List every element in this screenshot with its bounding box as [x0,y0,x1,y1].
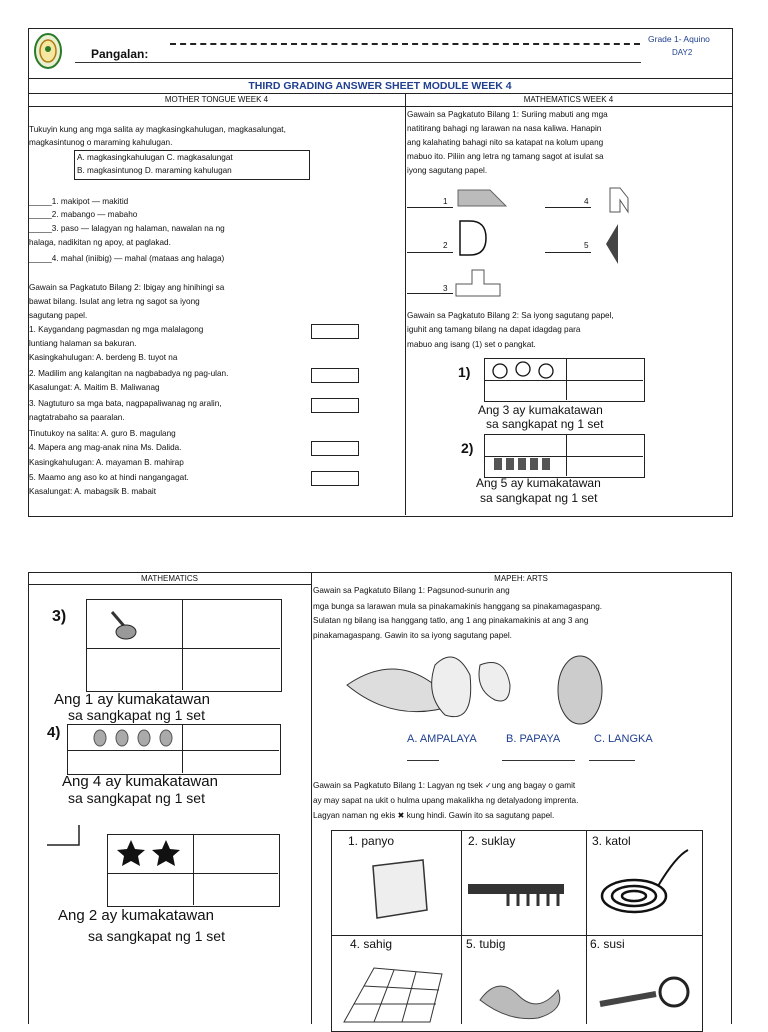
half-shape-d-icon [458,219,488,257]
arts-g2-1: Gawain sa Pagkatuto Bilang 1: Lagyan ng tsek ✓ung ang bagay o gamit [313,781,576,790]
bottom-top-border [28,572,732,573]
num-2: 2 [443,241,448,250]
half-shape-arrow-icon [458,188,508,208]
mt-q2-a: 2. Madilim ang kalangitan na nagbabadya ng pag-ulan. [29,369,229,378]
mt-g2-3: sagutang papel. [29,311,88,320]
object-2-label: 2. suklay [468,834,516,848]
grade-label: Grade 1- Aquino [648,34,710,44]
smiley-faces-icon [488,361,562,379]
name-label: Pangalan: [91,47,149,61]
arts-g1-2: mga bunga sa larawan mula sa pinakamakinis hanggang sa pinakamagaspang. [313,602,603,611]
set4-label: 4) [47,724,61,741]
num-4: 4 [584,197,589,206]
answer-box-5[interactable] [311,471,359,486]
mt-g2-2: bawat bilang. Isulat ang letra ng sagot sa iyong [29,297,200,306]
mt-g2-1: Gawain sa Pagkatuto Bilang 2: Ibigay ang hinihingi sa [29,283,225,292]
fruits-picture [345,645,635,731]
half-shape-step-icon [454,268,502,298]
fruit-b: B. PAPAYA [506,733,561,745]
set4-line1: Ang 4 ay kumakatawan [62,773,218,790]
water-splash-icon [478,970,568,1020]
math-g1-4: mabuo ito. Piliin ang letra ng tamang sagot at isulat sa [407,152,604,161]
fruit-b-blank[interactable] [502,760,575,761]
mt-q1-b: luntiang halaman sa bakuran. [29,339,137,348]
arts-g1-3: Sulatan ng bilang isa hanggang tatlo, ang 1 ang pinakamakinis at ang 3 ang [313,616,589,625]
divider-header [28,78,732,79]
pears-icon [88,727,178,747]
mt-q1-c: Kasingkahulugan: A. berdeng B. tuyot na [29,353,178,362]
object-6-label: 6. susi [590,937,625,951]
key-icon [596,964,696,1024]
set1-vline [566,358,567,400]
answer-box-4[interactable] [311,441,359,456]
bottom-right-border [731,572,732,1024]
mt-q5-a: 5. Maamo ang aso ko at hindi nangangagat. [29,473,189,482]
answer-box-2[interactable] [311,368,359,383]
num-5: 5 [584,241,589,250]
math-heading: MATHEMATICS WEEK 4 [523,95,614,104]
half-shape-notch-icon [608,186,630,214]
floor-tiles-icon [344,964,444,1024]
object-3-label: 3. katol [592,834,631,848]
set1-line1: Ang 3 ay kumakatawan [478,403,603,417]
comb-icon [468,880,568,910]
set1-hline [484,380,643,381]
objects-vline-1 [461,830,462,1024]
object-4-label: 4. sahig [350,937,393,951]
crayons-icon [488,454,562,472]
set5-line1: Ang 2 ay kumakatawan [58,907,214,924]
set3-line2: sa sangkapat ng 1 set [68,707,205,723]
school-seal-icon [34,33,62,69]
divider-subhead [28,106,732,107]
corner-bracket [47,825,81,847]
arts-g2-2: ay may sapat na ukit o hulma upang makalikha ng detalyadong imprenta. [313,796,579,805]
mt-item-1: _____1. makipot — makitid [29,197,129,206]
set3-label: 3) [52,608,67,625]
mt-q1-a: 1. Kaygandang pagmasdan ng mga malalagong [29,325,204,334]
mt-instr-1: Tukuyin kung ang mga salita ay magkasingkahulugan, magkasalungat, [29,125,286,134]
arts-heading: MAPEH: ARTS [494,574,548,583]
math-g1-1: Gawain sa Pagkatuto Bilang 1: Suriing mabuti ang mga [407,110,608,119]
answer-box-3[interactable] [311,398,359,413]
set1-line2: sa sangkapat ng 1 set [486,417,604,431]
mt-q5-b: Kasalungat: A. mabagsik B. mabait [29,487,156,496]
set2-label: 2) [461,440,474,456]
bottom-subhead-line [28,584,312,585]
mt-item-3a: _____3. paso — lalagyan ng halaman, nawalan na ng [29,224,225,233]
name-underline [75,62,641,63]
num-1: 1 [443,197,448,206]
object-1-label: 1. panyo [348,834,395,848]
guitar-icon [102,608,142,642]
divider-column [405,93,406,515]
math-g2-3: mabuo ang isang (1) set o pangkat. [407,340,536,349]
handkerchief-icon [367,858,431,922]
set2-line1: Ang 5 ay kumakatawan [476,476,601,490]
mt-item-2: _____2. mabango — mabaho [29,210,138,219]
bottom-left-border [28,572,29,1024]
math-g1-3: ang kalahating bahagi nito sa katapat na kolum upang [407,138,604,147]
num-3: 3 [443,284,448,293]
fruit-c: C. LANGKA [594,733,653,745]
math-g1-5: iyong sagutang papel. [407,166,488,175]
stars-icon [116,838,186,868]
mt-q3-b: nagtatrabaho sa paaralan. [29,413,125,422]
set5-vline [193,834,194,905]
math2-heading: MATHEMATICS [140,574,199,583]
half-shape-spike-icon [604,224,622,264]
arts-g2-3: Lagyan naman ng ekis ✖ kung hindi. Gawin ito sa sagutang papel. [313,811,555,820]
name-dash-line[interactable] [170,43,640,45]
mt-q3-a: 3. Nagtuturo sa mga bata, nagpapaliwanag ng aralin, [29,399,222,408]
object-5-label: 5. tubig [466,937,506,951]
mt-item-4: _____4. mahal (iniibig) — mahal (mataas ang halaga) [29,254,225,263]
page-title: THIRD GRADING ANSWER SHEET MODULE WEEK 4 [248,80,512,92]
set1-label: 1) [458,364,471,380]
arts-g1-4: pinakamagaspang. Gawin ito sa iyong sagutang papel. [313,631,512,640]
fruit-a: A. AMPALAYA [407,733,477,745]
objects-vline-2 [586,830,587,1024]
set2-vline [566,434,567,476]
arts-g1-1: Gawain sa Pagkatuto Bilang 1: Pagsunod-sunurin ang [313,586,510,595]
set4-vline [182,724,183,773]
mt-q4-b: Kasingkahulugan: A. mayaman B. mahirap [29,458,184,467]
fruit-a-blank[interactable] [407,760,439,761]
set3-line1: Ang 1 ay kumakatawan [54,691,210,708]
set2-line2: sa sangkapat ng 1 set [480,491,598,505]
mt-q2-b: Kasalungat: A. Maitim B. Maliwanag [29,383,160,392]
set4-line2: sa sangkapat ng 1 set [68,790,205,806]
bottom-col-divider [311,572,312,1024]
set5-hline [107,873,278,874]
mt-q3-c: Tinutukoy na salita: A. guro B. magulang [29,429,176,438]
set3-vline [182,599,183,690]
answer-box-1[interactable] [311,324,359,339]
mt-heading: MOTHER TONGUE WEEK 4 [164,95,269,104]
mt-item-3b: halaga, nadikitan ng apoy, at paglakad. [29,238,171,247]
mosquito-coil-icon [596,846,696,926]
mt-instr-2: magkasintunog o maraming kahulugan. [29,138,173,147]
fruit-c-blank[interactable] [589,760,635,761]
day-label: DAY2 [672,48,693,57]
mt-choice-1: A. magkasingkahulugan C. magkasalungat [77,153,233,162]
math-g1-2: natitirang bahagi ng larawan na nasa kaliwa. Hanapin [407,124,602,133]
set5-line2: sa sangkapat ng 1 set [88,928,225,944]
math-g2-1: Gawain sa Pagkatuto Bilang 2: Sa iyong sagutang papel, [407,311,614,320]
objects-hline [331,935,702,936]
divider-title [28,93,732,94]
math-g2-2: iguhit ang tamang bilang na dapat idagdag para [407,325,581,334]
set3-hline [86,648,280,649]
mt-q4-a: 4. Mapera ang mag-anak nina Ms. Dalida. [29,443,182,452]
mt-choice-2: B. magkasintunog D. maraming kahulugan [77,166,232,175]
set4-hline [67,750,279,751]
